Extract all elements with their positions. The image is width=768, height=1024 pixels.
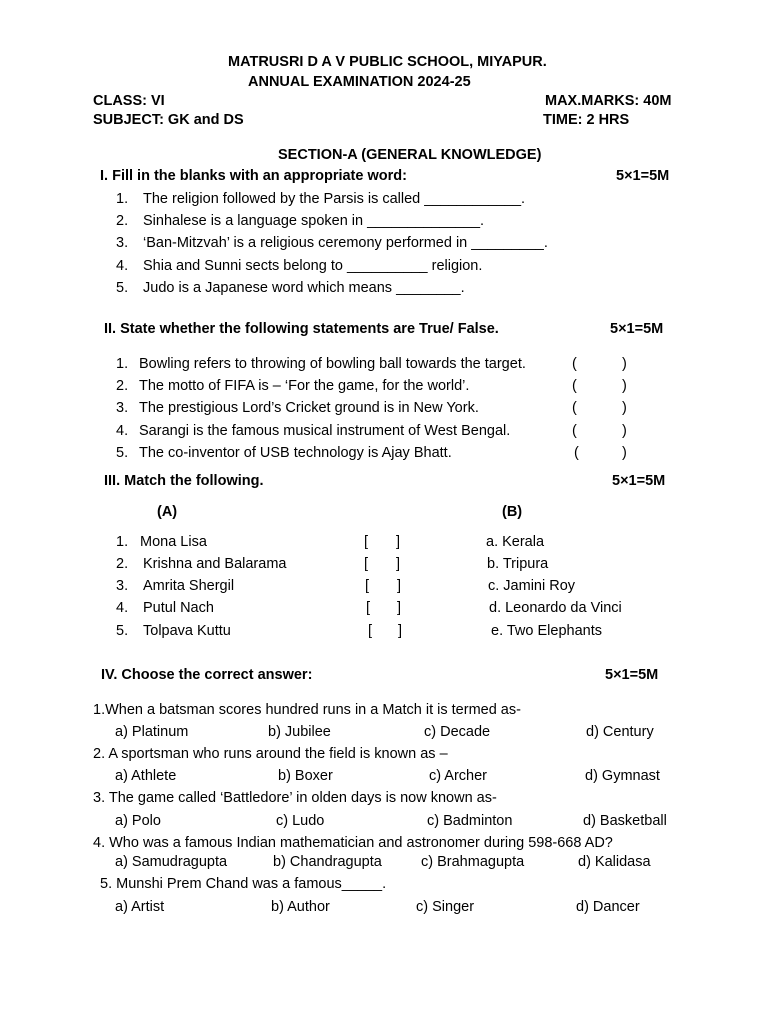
exam-title: ANNUAL EXAMINATION 2024-25 xyxy=(248,74,471,90)
q2-answer-open: ( xyxy=(572,423,577,439)
q3-bracket-close: ] xyxy=(396,556,401,572)
q2-item-text: The prestigious Lord’s Cricket ground is in New York. xyxy=(139,400,479,416)
q1-title: I. Fill in the blanks with an appropriate word: xyxy=(100,168,407,184)
q4-option: a) Platinum xyxy=(115,724,189,740)
q4-option: c) Decade xyxy=(424,724,491,740)
q1-item-text: ‘Ban-Mitzvah’ is a religious ceremony performed in _________. xyxy=(143,235,548,251)
q4-option: d) Basketball xyxy=(583,813,667,829)
subject-label: SUBJECT: GK and DS xyxy=(93,112,244,128)
q4-question-text: 3. The game called ‘Battledore’ in olden days is now known as- xyxy=(93,790,497,806)
q3-item-a: Tolpava Kuttu xyxy=(143,623,231,639)
q4-option: d) Gymnast xyxy=(585,768,660,784)
q1-item-number: 4. xyxy=(116,258,129,274)
q2-answer-open: ( xyxy=(572,356,577,372)
q4-option: b) Boxer xyxy=(278,768,333,784)
q2-answer-open: ( xyxy=(574,445,579,461)
q3-item-number: 5. xyxy=(116,623,129,639)
q1-item-number: 2. xyxy=(116,213,129,229)
q4-question-text: 2. A sportsman who runs around the field is known as – xyxy=(93,746,448,762)
q4-option: c) Brahmagupta xyxy=(421,854,525,870)
q1-item-text: The religion followed by the Parsis is called ____________. xyxy=(143,191,526,207)
q3-bracket-close: ] xyxy=(397,600,402,616)
q2-answer-close: ) xyxy=(622,445,627,461)
q4-option: b) Chandragupta xyxy=(273,854,382,870)
q1-item-number: 3. xyxy=(116,235,129,251)
q2-item-number: 5. xyxy=(116,445,129,461)
q3-item-b: d. Leonardo da Vinci xyxy=(489,600,622,616)
q2-answer-close: ) xyxy=(622,378,627,394)
q4-question-text: 1.When a batsman scores hundred runs in a Match it is termed as- xyxy=(93,702,521,718)
q4-option: c) Singer xyxy=(416,899,475,915)
q3-item-a: Putul Nach xyxy=(143,600,214,616)
school-name: MATRUSRI D A V PUBLIC SCHOOL, MIYAPUR. xyxy=(228,54,547,70)
q3-item-b: b. Tripura xyxy=(487,556,549,572)
q3-bracket-close: ] xyxy=(397,578,402,594)
q4-option: c) Ludo xyxy=(276,813,325,829)
q3-item-number: 4. xyxy=(116,600,129,616)
q2-marks: 5×1=5M xyxy=(610,321,664,337)
q1-item-text: Judo is a Japanese word which means ________. xyxy=(143,280,465,296)
q3-item-number: 3. xyxy=(116,578,129,594)
q4-option: b) Jubilee xyxy=(268,724,331,740)
class-label: CLASS: VI xyxy=(93,93,165,109)
q4-marks: 5×1=5M xyxy=(605,667,659,683)
q4-option: d) Dancer xyxy=(576,899,640,915)
q3-item-a: Amrita Shergil xyxy=(143,578,235,594)
q3-bracket-open: [ xyxy=(368,623,373,639)
q3-bracket-open: [ xyxy=(365,578,370,594)
q4-option: a) Polo xyxy=(115,813,161,829)
q3-marks: 5×1=5M xyxy=(612,473,666,489)
q2-item-number: 1. xyxy=(116,356,129,372)
q4-option: d) Kalidasa xyxy=(578,854,651,870)
q3-title: III. Match the following. xyxy=(104,473,264,489)
q2-answer-open: ( xyxy=(572,400,577,416)
q4-option: a) Athlete xyxy=(115,768,177,784)
q1-item-text: Shia and Sunni sects belong to __________ religion. xyxy=(143,258,483,274)
max-marks-label: MAX.MARKS: 40M xyxy=(545,93,672,109)
q4-question-text: 5. Munshi Prem Chand was a famous_____. xyxy=(100,876,387,892)
q2-answer-close: ) xyxy=(622,423,627,439)
q2-item-text: Bowling refers to throwing of bowling ball towards the target. xyxy=(139,356,526,372)
q4-option: a) Artist xyxy=(115,899,165,915)
q2-title: II. State whether the following statements are True/ False. xyxy=(104,321,499,337)
q4-option: b) Author xyxy=(271,899,330,915)
q4-option: a) Samudragupta xyxy=(115,854,228,870)
q3-bracket-open: [ xyxy=(366,600,371,616)
q3-item-a: Mona Lisa xyxy=(140,534,207,550)
q3-item-number: 2. xyxy=(116,556,129,572)
q2-item-text: The co-inventor of USB technology is Ajay Bhatt. xyxy=(139,445,452,461)
q3-item-b: e. Two Elephants xyxy=(491,623,602,639)
q2-item-text: The motto of FIFA is – ‘For the game, for the world’. xyxy=(139,378,470,394)
q1-item-number: 5. xyxy=(116,280,129,296)
q3-item-number: 1. xyxy=(116,534,129,550)
q2-item-number: 4. xyxy=(116,423,129,439)
q4-title: IV. Choose the correct answer: xyxy=(101,667,313,683)
q1-marks: 5×1=5M xyxy=(616,168,670,184)
q2-item-text: Sarangi is the famous musical instrument of West Bengal. xyxy=(139,423,511,439)
q3-column-b-heading: (B) xyxy=(502,504,523,520)
q4-option: d) Century xyxy=(586,724,654,740)
q2-item-number: 3. xyxy=(116,400,129,416)
q2-answer-open: ( xyxy=(572,378,577,394)
q2-item-number: 2. xyxy=(116,378,129,394)
q2-answer-close: ) xyxy=(622,400,627,416)
q3-item-b: a. Kerala xyxy=(486,534,545,550)
q3-item-a: Krishna and Balarama xyxy=(143,556,287,572)
q4-question-text: 4. Who was a famous Indian mathematician and astronomer during 598-668 AD? xyxy=(93,835,613,851)
q4-option: c) Archer xyxy=(429,768,488,784)
q3-bracket-open: [ xyxy=(364,556,369,572)
q3-item-b: c. Jamini Roy xyxy=(488,578,576,594)
q1-item-number: 1. xyxy=(116,191,129,207)
section-title: SECTION-A (GENERAL KNOWLEDGE) xyxy=(278,147,542,163)
q3-bracket-open: [ xyxy=(364,534,369,550)
q1-item-text: Sinhalese is a language spoken in ______________. xyxy=(143,213,485,229)
q4-option: c) Badminton xyxy=(427,813,513,829)
q3-bracket-close: ] xyxy=(398,623,403,639)
q2-answer-close: ) xyxy=(622,356,627,372)
time-label: TIME: 2 HRS xyxy=(543,112,630,128)
q3-column-a-heading: (A) xyxy=(157,504,178,520)
q3-bracket-close: ] xyxy=(396,534,401,550)
